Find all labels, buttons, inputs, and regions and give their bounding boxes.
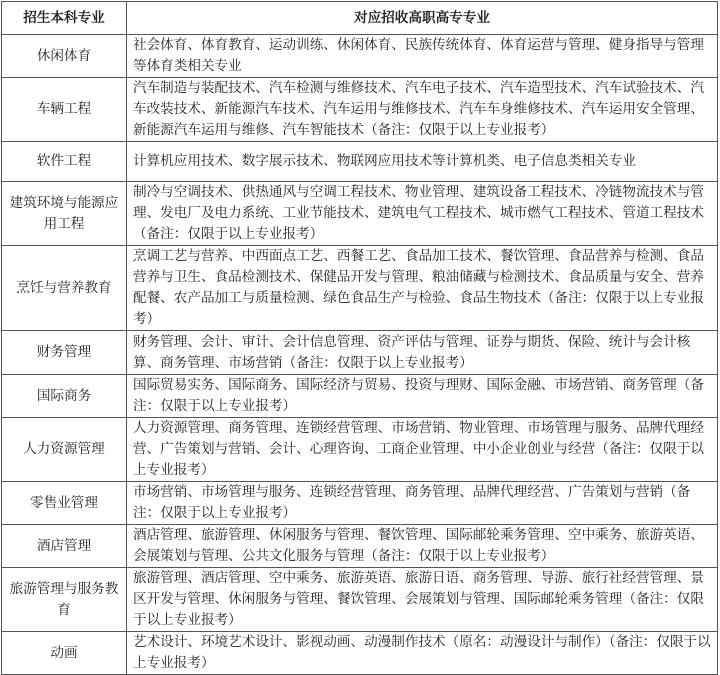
table-row (2, 331, 718, 375)
undergrad-major-cell: 车辆工程 (2, 78, 127, 142)
table-row (2, 78, 718, 142)
undergrad-major-cell: 人力资源管理 (2, 418, 127, 482)
source-majors-cell: 旅游管理、酒店管理、空中乘务、旅游英语、旅游日语、商务管理、导游、旅行社经营管理、景区开发与管理、休闲服务与管理、餐饮管理、会展策划与管理、国际邮轮乘务管理（备注：仅限于以上专业报考） (127, 568, 718, 632)
source-majors-cell: 财务管理、会计、审计、会计信息管理、资产评估与管理、证券与期货、保险、统计与会计核算、商务管理、市场营销（备注：仅限于以上专业报考） (127, 331, 718, 375)
header-undergrad-major: 招生本科专业 (2, 2, 127, 35)
source-majors-cell: 社会体育、体育教育、运动训练、休闲体育、民族传统体育、体育运营与管理、健身指导与管理等体育类相关专业 (127, 35, 718, 78)
undergrad-major-cell: 国际商务 (2, 375, 127, 418)
undergrad-major-cell: 烹饪与营养教育 (2, 246, 127, 331)
header-row (2, 2, 718, 35)
header-source-majors: 对应招收高职高专专业 (127, 2, 718, 35)
source-majors-cell: 艺术设计、环境艺术设计、影视动画、动漫制作技术（原名：动漫设计与制作）（备注：仅限于以上专业报考） (127, 632, 718, 675)
undergrad-major-cell: 酒店管理 (2, 525, 127, 568)
table-row (2, 246, 718, 331)
source-majors-cell: 人力资源管理、商务管理、连锁经营管理、市场营销、物业管理、市场管理与服务、品牌代理经营、广告策划与营销、会计、心理咨询、工商企业管理、中小企业创业与经营（备注：仅限于以上专业报考） (127, 418, 718, 482)
table-row (2, 525, 718, 568)
table-row (2, 418, 718, 482)
undergrad-major-cell: 零售业管理 (2, 482, 127, 525)
source-majors-cell: 国际贸易实务、国际商务、国际经济与贸易、投资与理财、国际金融、市场营销、商务管理（备注：仅限于以上专业报考） (127, 375, 718, 418)
source-majors-cell: 汽车制造与装配技术、汽车检测与维修技术、汽车电子技术、汽车造型技术、汽车试验技术、汽车改装技术、新能源汽车技术、汽车运用与维修技术、汽车车身维修技术、汽车运用安全管理、新能源汽车运用与维修、汽车智能技术（备注：仅限于以上专业报考） (127, 78, 718, 142)
table-row (2, 182, 718, 246)
table-row (2, 482, 718, 525)
undergrad-major-cell: 休闲体育 (2, 35, 127, 78)
undergrad-major-cell: 动画 (2, 632, 127, 675)
source-majors-cell: 市场营销、市场管理与服务、连锁经营管理、商务管理、品牌代理经营、广告策划与营销（备注：仅限于以上专业报考） (127, 482, 718, 525)
table-row (2, 35, 718, 78)
table-row (2, 632, 718, 675)
major-mapping-table (1, 1, 718, 675)
source-majors-cell: 烹调工艺与营养、中西面点工艺、西餐工艺、食品加工技术、餐饮管理、食品营养与检测、食品营养与卫生、食品检测技术、保健品开发与管理、粮油储藏与检测技术、食品质量与安全、营养配餐、农产品加工与质量检测、绿色食品生产与检验、食品生物技术（备注：仅限于以上专业报考） (127, 246, 718, 331)
table-row (2, 142, 718, 182)
source-majors-cell: 计算机应用技术、数字展示技术、物联网应用技术等计算机类、电子信息类相关专业 (127, 142, 718, 182)
undergrad-major-cell: 建筑环境与能源应用工程 (2, 182, 127, 246)
undergrad-major-cell: 财务管理 (2, 331, 127, 375)
source-majors-cell: 酒店管理、旅游管理、休闲服务与管理、餐饮管理、国际邮轮乘务管理、空中乘务、旅游英语、会展策划与管理、公共文化服务与管理（备注：仅限于以上专业报考） (127, 525, 718, 568)
undergrad-major-cell: 旅游管理与服务教育 (2, 568, 127, 632)
source-majors-cell: 制冷与空调技术、供热通风与空调工程技术、物业管理、建筑设备工程技术、冷链物流技术与管理、发电厂及电力系统、工业节能技术、建筑电气工程技术、城市燃气工程技术、管道工程技术（备注：仅限于以上专业报考） (127, 182, 718, 246)
undergrad-major-cell: 软件工程 (2, 142, 127, 182)
table-row (2, 568, 718, 632)
table-row (2, 375, 718, 418)
